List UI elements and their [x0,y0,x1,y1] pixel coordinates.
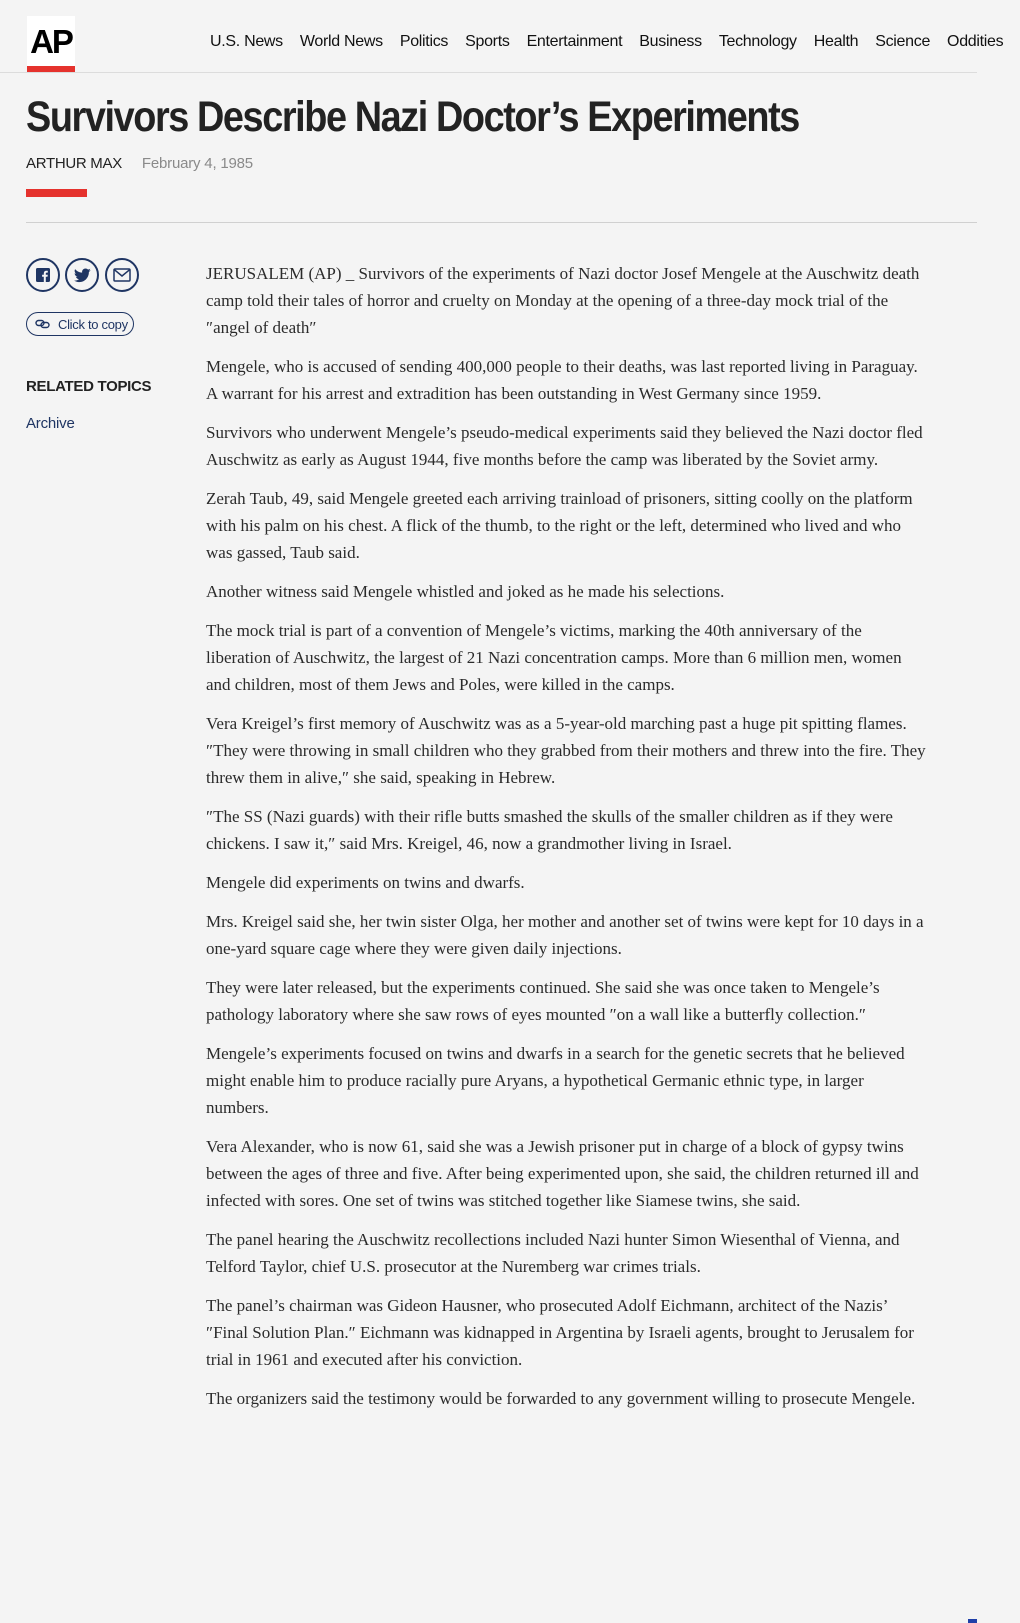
article-paragraph: Another witness said Mengele whistled and joked as he made his selections. [206,582,725,601]
ap-logo[interactable] [27,16,75,72]
author-name[interactable]: ARTHUR MAX [26,155,122,172]
article-paragraph: Zerah Taub, 49, said Mengele greeted each arriving trainload of prisoners, sitting coolly on the platform with his palm on his chest. A flick of the thumb, to the right or the left, determined who lived and who was gassed, Taub said. [206,489,913,562]
article-paragraph: Survivors who underwent Mengele’s pseudo-medical experiments said they believed the Nazi doctor fled Auschwitz as early as August 1944, five months before the camp was liberated by the Soviet army. [206,423,923,469]
article-headline: Survivors Describe Nazi Doctor’s Experiments [26,93,799,141]
nav-politics[interactable]: Politics [399,33,449,50]
logo-red-bar [27,66,75,72]
article-paragraph: Mengele’s experiments focused on twins and dwarfs in a search for the genetic secrets that he believed might enable him to produce racially pure Aryans, a hypothetical Germanic ethnic type, in larger numbers. [206,1044,905,1117]
email-share-button[interactable] [105,258,139,292]
article-body [206,260,928,1424]
article-paragraph: Mrs. Kreigel said she, her twin sister Olga, her mother and another set of twins were kept for 10 days in a one-yard square cage where they were given daily injections. [206,912,924,958]
nav-science[interactable]: Science [875,33,931,50]
email-icon [113,268,131,282]
article-paragraph: The mock trial is part of a convention of Mengele’s victims, marking the 40th anniversary of the liberation of Auschwitz, the largest of 21 Nazi concentration camps. More than 6 million men, women and children, most of them Jews and Poles, were killed in the camps. [206,621,902,694]
article-paragraph: The organizers said the testimony would be forwarded to any government willing to prosecute Mengele. [206,1389,916,1408]
article-paragraph: Vera Alexander, who is now 61, said she was a Jewish prisoner put in charge of a block of gypsy twins between the ages of three and five. After being experimented upon, she said, the children returned ill and infected with sores. One set of twins was stitched together like Siamese twins, she said. [206,1137,919,1210]
twitter-icon [74,268,91,283]
logo-box [27,16,75,66]
nav-us-news[interactable]: U.S. News [210,33,283,50]
copy-link-label: Click to copy [58,316,128,332]
copy-link-button[interactable] [26,312,134,336]
article-paragraph: They were later released, but the experiments continued. She said she was once taken to Mengele’s pathology laboratory where she saw rows of eyes mounted ″on a wall like a butterfly collection.″ [206,978,880,1024]
nav-business[interactable]: Business [639,33,702,50]
article-paragraph: The panel’s chairman was Gideon Hausner, who prosecuted Adolf Eichmann, architect of the Nazis’ ″Final Solution Plan.″ Eichmann was kidnapped in Argentina by Israeli agents, brought to Jerusalem for trial in 1961 and executed after his conviction. [206,1296,914,1369]
facebook-icon [35,267,51,283]
nav-technology[interactable]: Technology [718,33,797,50]
site-header [0,0,1004,73]
nav-health[interactable]: Health [813,33,859,50]
nav-sports[interactable]: Sports [465,33,510,50]
related-topic-archive[interactable]: Archive [26,415,75,432]
article-paragraph: Vera Kreigel’s first memory of Auschwitz was as a 5-year-old marching past a huge pit spitting flames. ″They were throwing in small children who they grabbed from their mothers and threw into the fire. They threw them in alive,″ she said, speaking in Hebrew. [206,714,926,787]
link-icon [35,319,50,329]
article-paragraph: Mengele, who is accused of sending 400,000 people to their deaths, was last reported living in Paraguay. A warrant for his arrest and extradition has been outstanding in West Germany since 1959. [206,357,918,403]
corner-widget-edge [968,1619,977,1623]
related-topics-heading: RELATED TOPICS [26,378,152,395]
logo-text: AP [30,22,72,60]
facebook-share-button[interactable] [26,258,60,292]
article-paragraph: Mengele did experiments on twins and dwarfs. [206,873,525,892]
publish-date: February 4, 1985 [141,155,253,172]
article-paragraph: ″The SS (Nazi guards) with their rifle butts smashed the skulls of the smaller children as if they were chickens. I saw it,″ said Mrs. Kreigel, 46, now a grandmother living in Israel. [206,807,893,853]
byline [26,155,253,172]
nav-oddities[interactable]: Oddities [947,33,1004,50]
nav-entertainment[interactable]: Entertainment [526,33,623,50]
main-nav [210,33,1004,51]
headline-accent-bar [26,189,87,197]
nav-world-news[interactable]: World News [299,33,383,50]
article-paragraph: JERUSALEM (AP) _ Survivors of the experiments of Nazi doctor Josef Mengele at the Auschwitz death camp told their tales of horror and cruelty on Monday at the opening of a three-day mock trial of the ″angel of death″ [206,264,920,337]
header-divider [26,222,977,223]
article-paragraph: The panel hearing the Auschwitz recollections included Nazi hunter Simon Wiesenthal of Vienna, and Telford Taylor, chief U.S. prosecutor at the Nuremberg war crimes trials. [206,1230,900,1276]
twitter-share-button[interactable] [65,258,99,292]
